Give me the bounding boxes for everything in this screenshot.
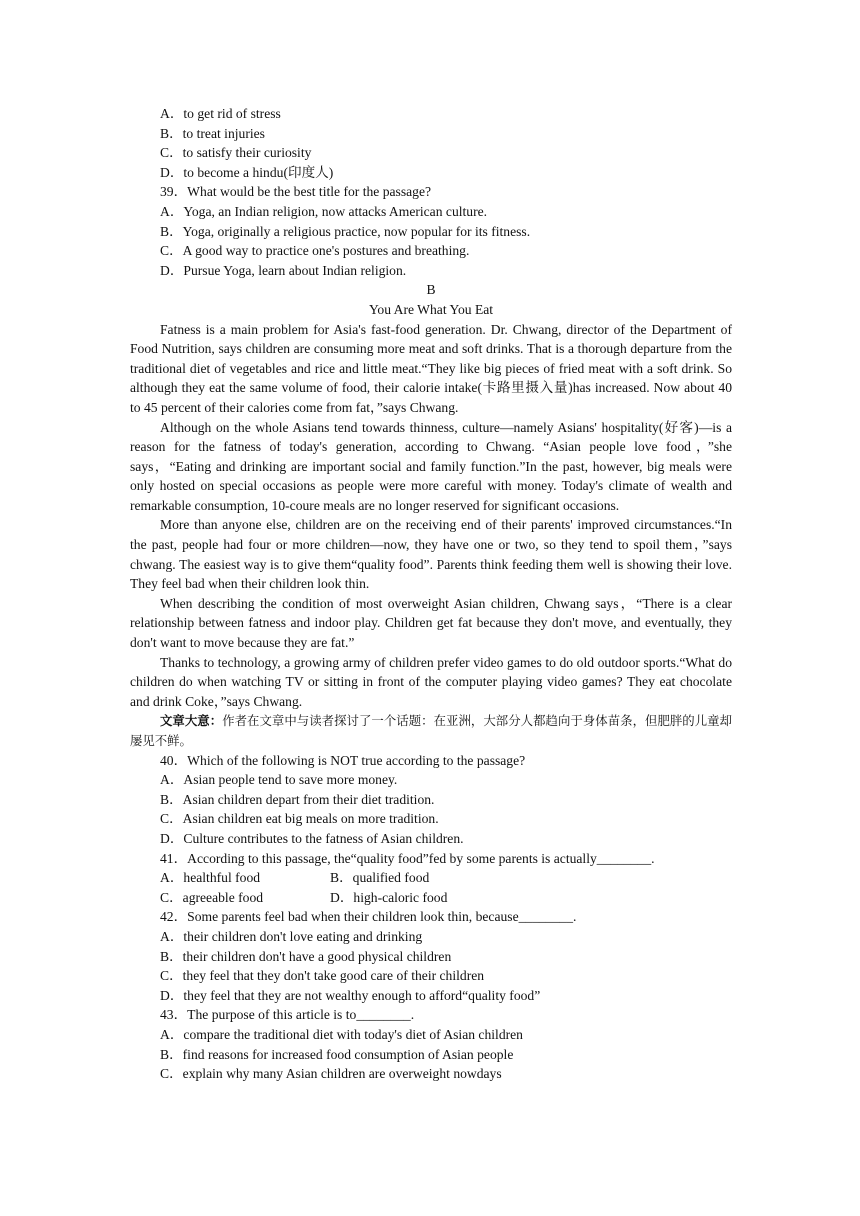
q43-option-a: A．compare the traditional diet with today's diet of Asian children [160,1026,523,1042]
summary-text: 作者在文章中与读者探讨了一个话题：在亚洲，大部分人都趋向于身体苗条，但肥胖的儿童却屡见不鲜。 [130,713,733,748]
q39-option-c: C．A good way to practice one's postures and breathing. [160,243,470,259]
q41-option-d: D．high-caloric food [330,889,448,905]
question-43: 43．The purpose of this article is to________. [160,1007,415,1023]
q42-option-c: C．they feel that they don't take good care of their children [160,968,485,984]
passage-title: You Are What You Eat [368,301,494,317]
paragraph-3: More than anyone else, children are on the receiving end of their parents' improved circumstances.“In the past, people had four or more children—now, they have one or two, so they tend to spoil them，”says chwang. The easiest way is to give them“quality food”. Parents think feeding them well is showing their love. They feel bad when their children look thin. [130,517,732,592]
q41-option-a: A．healthful food [160,870,261,886]
question-42: 42．Some parents feel bad when their children look thin, because________. [160,909,577,925]
q43-option-c: C．explain why many Asian children are overweight nowdays [160,1066,502,1082]
option-c: C．to satisfy their curiosity [160,145,312,161]
q39-option-a: A．Yoga, an Indian religion, now attacks American culture. [160,203,488,219]
paragraph-2: Although on the whole Asians tend towards thinness, culture—namely Asians' hospitality(好客)—is a reason for the fatness of today's generation, according to Chwang. “Asian people love food，”she says，“Eating and drinking are important social and family function.”In the past, however, big meals were only hosted on special occasions as people were more careful with money. Today's climate of wealth and remarkable consumption, 10-coure meals are no longer reserved for significant occasions. [130,419,732,513]
q41-options-row-1 [130,868,732,888]
question-39: 39．What would be the best title for the passage? [160,184,432,200]
summary-label: 文章大意： [160,713,223,729]
q42-option-b: B．their children don't have a good physical children [160,948,452,964]
q41-options-row-2 [130,888,732,908]
document-page [130,104,732,1084]
paragraph-5: Thanks to technology, a growing army of children prefer video games to do old outdoor sports.“What do children do when watching TV or sitting in front of the computer playing video games? They eat chocolate and drink Coke，”says Chwang. [130,654,732,709]
q40-option-d: D．Culture contributes to the fatness of Asian children. [160,830,464,846]
q42-option-d: D．they feel that they are not wealthy enough to afford“quality food” [160,987,541,1003]
question-40: 40．Which of the following is NOT true according to the passage? [160,752,526,768]
question-41: 41．According to this passage, the“quality food”fed by some parents is actually________. [160,850,655,866]
option-b: B．to treat injuries [160,125,265,141]
option-a: A．to get rid of stress [160,106,281,121]
q43-option-b: B．find reasons for increased food consumption of Asian people [160,1046,514,1062]
q40-option-b: B．Asian children depart from their diet tradition. [160,791,435,807]
option-d: D．to become a hindu(印度人) [160,164,334,180]
q39-option-d: D．Pursue Yoga, learn about Indian religion. [160,262,407,278]
paragraph-4: When describing the condition of most overweight Asian children, Chwang says，“There is a clear relationship between fatness and indoor play. Children get fat because they don't move, and eventually, they don't want to move because they are fat.” [130,595,732,651]
section-letter: B [426,282,436,298]
q39-option-b: B．Yoga, originally a religious practice, now popular for its fitness. [160,223,531,239]
q42-option-a: A．their children don't love eating and drinking [160,928,423,944]
q40-option-a: A．Asian people tend to save more money. [160,772,398,788]
q40-option-c: C．Asian children eat big meals on more tradition. [160,811,439,827]
paragraph-1: Fatness is a main problem for Asia's fast-food generation. Dr. Chwang, director of the Department of Food Nutrition, says children are consuming more meat and soft drinks. That is a thorough departure from the traditional diet of vegetables and rice and little meat.“They like big pieces of fried meat with a soft drink. So although they eat the same volume of food, their calorie intake(卡路里摄入量)has increased. Now about 40 to 45 percent of their calories come from fat，”says Chwang. [130,321,732,415]
q41-option-b: B．qualified food [330,870,430,886]
q41-option-c: C．agreeable food [160,889,264,905]
summary [130,711,732,750]
